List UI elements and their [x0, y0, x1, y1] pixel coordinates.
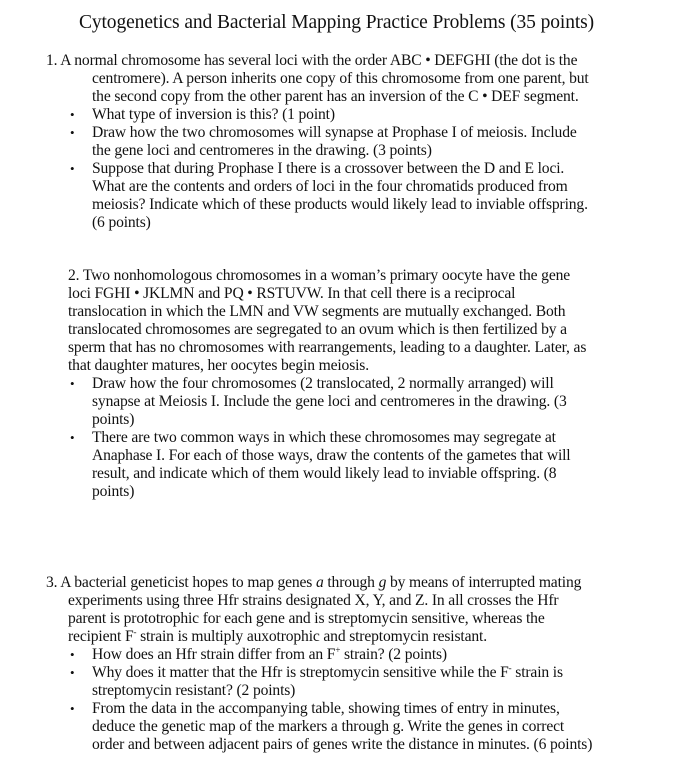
- list-item: [70, 663, 592, 700]
- question-text: deduce the genetic map of the markers a through g. Write the genes in correct: [92, 718, 565, 735]
- list-item: [70, 106, 588, 124]
- problem-2-line: that daughter matures, her oocytes begin meiosis.: [68, 357, 369, 374]
- bullet-icon: •: [70, 665, 75, 680]
- bullet-icon: •: [70, 647, 75, 662]
- question-text-part: strain? (2 points): [340, 646, 447, 663]
- question-text: the gene loci and centromeres in the drawing. (3 points): [92, 142, 432, 159]
- problem-2: [68, 267, 586, 375]
- question-text: What type of inversion is this? (1 point): [92, 106, 335, 123]
- document-title: Cytogenetics and Bacterial Mapping Practice Problems (35 points): [78, 12, 595, 33]
- question-text: Suppose that during Prophase I there is a crossover between the D and E loci.: [92, 160, 565, 177]
- problem-1-line: centromere). A person inherits one copy of this chromosome from one parent, but: [92, 70, 589, 87]
- problem-3-text: recipient F: [68, 628, 134, 645]
- problem-3-text: 3. A bacterial geneticist hopes to map genes: [46, 574, 316, 591]
- f-minus-superscript: -: [133, 627, 137, 637]
- gene-g-label: g: [378, 574, 387, 591]
- problem-2-line: translocated chromosomes are segregated to an ovum which is then fertilized by a: [68, 321, 567, 338]
- question-text: synapse at Meiosis I. Include the gene loci and centromeres in the drawing. (3: [92, 393, 567, 410]
- list-item: [70, 700, 593, 754]
- problem-3-bullets: [70, 645, 593, 754]
- problem-3-text: strain is multiply auxotrophic and streptomycin resistant.: [136, 628, 487, 645]
- question-text: There are two common ways in which these chromosomes may segregate at: [92, 429, 556, 446]
- question-text: Draw how the two chromosomes will synapse at Prophase I of meiosis. Include: [92, 124, 577, 141]
- problem-2-line: sperm that has no chromosomes with rearrangements, leading to a daughter. Later, as: [68, 339, 587, 356]
- problem-2-line: translocation in which the LMN and VW segments are mutually exchanged. Both: [68, 303, 566, 320]
- bullet-icon: •: [70, 430, 75, 445]
- question-text: Anaphase I. For each of those ways, draw the contents of the gametes that will: [92, 447, 571, 464]
- f-plus-superscript: +: [335, 645, 341, 655]
- question-text: From the data in the accompanying table, showing times of entry in minutes,: [92, 700, 560, 717]
- question-text: meiosis? Indicate which of these products would likely lead to inviable offspring.: [92, 196, 588, 213]
- question-text: (6 points): [92, 214, 151, 231]
- question-text: [92, 664, 592, 682]
- bullet-icon: •: [70, 107, 75, 122]
- question-text: result, and indicate which of them would likely lead to inviable offspring. (8: [92, 465, 557, 482]
- problem-3-line: [68, 628, 558, 646]
- problem-1-bullets: [70, 106, 588, 232]
- list-item: [70, 429, 571, 501]
- problem-3-line: experiments using three Hfr strains designated X, Y, and Z. In all crosses the Hfr: [68, 592, 559, 609]
- question-text-part: strain is: [511, 664, 563, 681]
- question-text: Draw how the four chromosomes (2 translocated, 2 normally arranged) will: [92, 375, 554, 392]
- question-text: What are the contents and orders of loci in the four chromatids produced from: [92, 178, 568, 195]
- question-text-part: How does an Hfr strain differ from an F: [92, 646, 336, 663]
- problem-1: [46, 52, 577, 70]
- question-text: points): [92, 411, 135, 428]
- gene-a-label: a: [315, 574, 324, 591]
- bullet-icon: •: [70, 701, 75, 716]
- problem-2-bullets: [70, 375, 571, 501]
- question-text: order and between adjacent pairs of genes write the distance in minutes. (6 points): [92, 736, 593, 753]
- question-text: streptomycin resistant? (2 points): [92, 682, 296, 699]
- list-item: [70, 375, 571, 429]
- list-item: [70, 160, 588, 232]
- list-item: [70, 645, 592, 664]
- bullet-icon: •: [70, 125, 75, 140]
- list-item: [70, 124, 588, 160]
- problem-3-text: through: [323, 574, 379, 591]
- problem-1-line: 1. A normal chromosome has several loci with the order ABC • DEFGHI (the dot is the: [46, 52, 578, 69]
- question-text: [92, 646, 592, 664]
- bullet-icon: •: [70, 376, 75, 391]
- problem-2-line: 2. Two nonhomologous chromosomes in a woman’s primary oocyte have the gene: [68, 267, 571, 284]
- question-text-part: Why does it matter that the Hfr is streptomycin sensitive while the F: [92, 664, 509, 681]
- f-minus-superscript: -: [508, 663, 512, 673]
- problem-3-text: by means of interrupted mating: [386, 574, 582, 591]
- problem-3-line: [46, 574, 581, 592]
- problem-1-line: the second copy from the other parent has an inversion of the C • DEF segment.: [92, 88, 579, 105]
- problem-3: [46, 574, 581, 592]
- problem-3-line: parent is prototrophic for each gene and is streptomycin sensitive, whereas the: [68, 610, 545, 627]
- question-text: points): [92, 483, 135, 500]
- bullet-icon: •: [70, 161, 75, 176]
- problem-2-line: loci FGHI • JKLMN and PQ • RSTUVW. In that cell there is a reciprocal: [68, 285, 516, 302]
- problem-3-continuation: [68, 592, 558, 646]
- problem-1-continuation: [92, 70, 589, 106]
